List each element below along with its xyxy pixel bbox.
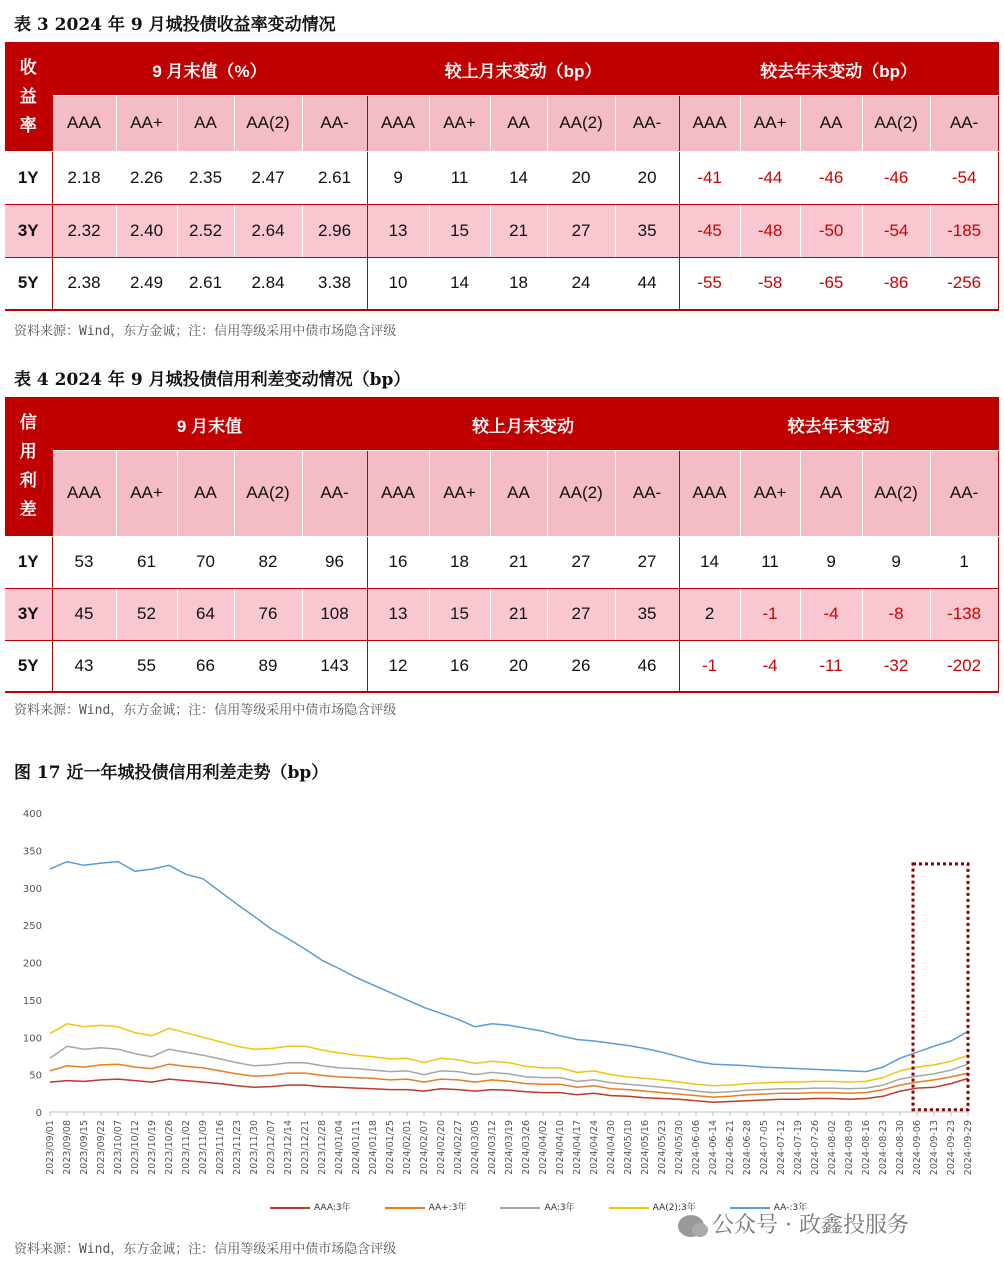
x-tick-label: 2024/02/20 [436,1120,447,1175]
table-cell: 2.18 [52,151,116,204]
legend-label: AA(2):3年 [652,1203,696,1213]
table-cell: 2.49 [116,257,177,310]
x-tick-label: 2023/10/07 [113,1120,124,1175]
corner-label-char: 信 [19,413,37,433]
table-cell: -138 [930,588,998,640]
x-tick-label: 2023/12/07 [266,1120,277,1175]
table-cell: 66 [177,640,234,692]
corner-label-char: 用 [19,442,37,462]
x-tick-label: 2024/04/30 [606,1120,617,1175]
corner-label [5,398,52,536]
table-cell: 2.61 [302,151,367,204]
y-tick-label: 50 [29,1070,42,1082]
table-cell: 16 [367,536,429,588]
table-row [5,588,998,640]
group-header: 较上月末变动 [367,398,679,450]
table-cell: 2.40 [116,204,177,257]
table-cell: 18 [490,257,547,310]
x-tick-label: 2024-09-29 [963,1120,974,1176]
table-cell: -4 [800,588,862,640]
x-tick-label: 2024-08-23 [878,1120,889,1176]
x-tick-label: 2024/03/26 [521,1120,532,1175]
legend-swatch [500,1207,540,1209]
rating-header: AA+ [429,450,490,536]
table-row [5,257,998,310]
rating-header: AA(2) [547,450,615,536]
rating-header: AA+ [740,95,800,151]
table-cell: 143 [302,640,367,692]
corner-label-char: 利 [19,471,37,491]
table-cell: 9 [800,536,862,588]
rating-header: AA+ [116,450,177,536]
table-row [5,151,998,204]
x-tick-label: 2024-09-06 [912,1120,923,1176]
x-tick-label: 2024-06-06 [691,1120,702,1176]
rating-header: AA(2) [234,95,302,151]
table-cell: 61 [116,536,177,588]
table-cell: 108 [302,588,367,640]
x-tick-label: 2024/04/24 [589,1120,600,1175]
x-tick-label: 2024-06-14 [708,1120,719,1176]
x-tick-label: 2023/09/01 [45,1120,56,1175]
watermark [678,1208,909,1239]
x-tick-label: 2024-09-13 [929,1120,940,1176]
table-cell: 2.64 [234,204,302,257]
table4-caption: 表 4 2024 年 9 月城投债信用利差变动情况（bp） [14,370,411,390]
yield-table [5,42,999,311]
table-cell: -65 [800,257,862,310]
table-cell: 14 [679,536,740,588]
group-header: 较去年末变动 [679,398,998,450]
table-cell: 55 [116,640,177,692]
rating-header: AA- [930,95,998,151]
y-tick-label: 300 [22,883,42,895]
x-tick-label: 2024-09-23 [946,1120,957,1176]
series-line [50,862,968,1072]
table-cell: 11 [740,536,800,588]
table-cell: 2.52 [177,204,234,257]
x-tick-label: 2024/02/07 [419,1120,430,1175]
legend-item [385,1200,467,1213]
corner-label-char: 收 [19,57,37,77]
table-cell: 1 [930,536,998,588]
table-cell: -45 [679,204,740,257]
x-tick-label: 2024/05/23 [657,1120,668,1175]
table-cell: 3.38 [302,257,367,310]
table-cell: -54 [862,204,930,257]
y-tick-label: 100 [22,1033,42,1045]
x-tick-label: 2023/11/16 [215,1120,226,1175]
x-tick-label: 2023/10/12 [130,1120,141,1175]
tenor-label: 3Y [5,204,52,257]
rating-header: AAA [679,450,740,536]
table-cell: -50 [800,204,862,257]
table-cell: -185 [930,204,998,257]
x-tick-label: 2024-06-28 [742,1120,753,1176]
table-cell: -86 [862,257,930,310]
table-cell: 14 [490,151,547,204]
x-tick-label: 2024-08-16 [861,1120,872,1176]
table-cell: 13 [367,204,429,257]
x-tick-label: 2024/01/04 [334,1120,345,1175]
x-tick-label: 2023/09/08 [62,1120,73,1175]
legend-item [500,1200,574,1213]
table-cell: 20 [615,151,679,204]
x-tick-label: 2024-07-19 [793,1120,804,1176]
table-cell: 53 [52,536,116,588]
table-cell: 27 [547,588,615,640]
x-tick-label: 2024-07-12 [776,1120,787,1176]
rating-header: AA [490,450,547,536]
legend-label: AAA:3年 [314,1203,351,1213]
table-cell: 2.32 [52,204,116,257]
rating-header: AA(2) [862,95,930,151]
table-cell: -46 [862,151,930,204]
figure17-source: 资料来源：Wind，东方金诚；注：信用等级采用中债市场隐含评级 [14,1242,397,1257]
tenor-label: 5Y [5,257,52,310]
table-cell: -4 [740,640,800,692]
table-cell: 45 [52,588,116,640]
table-cell: 35 [615,588,679,640]
rating-header: AA+ [740,450,800,536]
table-cell: 20 [490,640,547,692]
table-cell: 27 [547,536,615,588]
group-header: 9 月末值（%） [52,43,367,95]
group-header: 9 月末值 [52,398,367,450]
table-cell: 9 [367,151,429,204]
table-cell: -48 [740,204,800,257]
table-cell: 44 [615,257,679,310]
x-tick-label: 2024/03/12 [487,1120,498,1175]
corner-label-char: 率 [19,115,37,135]
spread-trend-chart [0,795,1004,1235]
rating-header: AA+ [429,95,490,151]
legend-swatch [609,1207,649,1209]
x-tick-label: 2024/01/18 [368,1120,379,1175]
table-cell: -32 [862,640,930,692]
x-tick-label: 2023/12/28 [317,1120,328,1175]
x-tick-label: 2024/01/11 [351,1120,362,1175]
y-tick-label: 250 [22,921,42,933]
table-cell: 43 [52,640,116,692]
table-cell: 64 [177,588,234,640]
x-tick-label: 2024/05/16 [640,1120,651,1175]
legend-label: AA-:3年 [773,1203,808,1213]
table-cell: -8 [862,588,930,640]
x-tick-label: 2024/02/27 [453,1120,464,1175]
rating-header: AA [490,95,547,151]
x-tick-label: 2024-06-21 [725,1120,736,1176]
table-cell: 26 [547,640,615,692]
rating-header: AA- [930,450,998,536]
table-cell: 11 [429,151,490,204]
rating-header: AA [800,95,862,151]
x-tick-label: 2023/11/02 [181,1120,192,1175]
rating-header: AA(2) [234,450,302,536]
table-cell: 2.38 [52,257,116,310]
x-tick-label: 2024/03/19 [504,1120,515,1175]
x-tick-label: 2024/01/25 [385,1120,396,1175]
table-cell: 2.61 [177,257,234,310]
table-cell: 18 [429,536,490,588]
table-cell: 10 [367,257,429,310]
legend-label: AA+:3年 [428,1203,467,1213]
table-cell: 35 [615,204,679,257]
table-cell: 15 [429,204,490,257]
y-tick-label: 150 [22,995,42,1007]
table-cell: 16 [429,640,490,692]
table-cell: 27 [547,204,615,257]
table-cell: 24 [547,257,615,310]
series-line [50,1024,968,1086]
table-cell: 96 [302,536,367,588]
rating-header: AA- [302,450,367,536]
table3-source: 资料来源：Wind，东方金诚；注：信用等级采用中债市场隐含评级 [14,324,397,339]
tenor-label: 1Y [5,151,52,204]
rating-header: AA- [615,95,679,151]
group-header: 较上月末变动（bp） [367,43,679,95]
rating-header: AAA [52,95,116,151]
legend-swatch [385,1207,425,1209]
table-cell: -54 [930,151,998,204]
y-tick-label: 350 [22,846,42,858]
table-cell: 2 [679,588,740,640]
x-tick-label: 2023/11/23 [232,1120,243,1175]
legend-label: AA:3年 [544,1203,575,1213]
table-cell: -46 [800,151,862,204]
x-tick-label: 2024/03/05 [470,1120,481,1175]
group-header: 较去年末变动（bp） [679,43,998,95]
table-cell: -1 [740,588,800,640]
rating-header: AAA [367,95,429,151]
x-tick-label: 2023/10/19 [147,1120,158,1175]
tenor-label: 1Y [5,536,52,588]
tenor-label: 5Y [5,640,52,692]
x-tick-label: 2023/09/22 [96,1120,107,1175]
rating-header: AA- [302,95,367,151]
table-cell: 27 [615,536,679,588]
legend-swatch [270,1207,310,1209]
x-tick-label: 2024/02/01 [402,1120,413,1175]
y-tick-label: 200 [22,958,42,970]
table-cell: 76 [234,588,302,640]
spread-table [5,397,999,693]
table-cell: -11 [800,640,862,692]
figure17-caption: 图 17 近一年城投债信用利差走势（bp） [14,763,329,783]
table-row [5,536,998,588]
x-tick-label: 2023/12/14 [283,1120,294,1175]
y-tick-label: 400 [22,809,42,820]
table-cell: 9 [862,536,930,588]
table-cell: -41 [679,151,740,204]
rating-header: AA [177,450,234,536]
x-tick-label: 2024-08-02 [827,1120,838,1176]
rating-header: AA+ [116,95,177,151]
x-tick-label: 2024-07-26 [810,1120,821,1176]
wechat-icon [678,1215,704,1237]
table-cell: -44 [740,151,800,204]
table-cell: 21 [490,204,547,257]
table-cell: 2.47 [234,151,302,204]
table-cell: 21 [490,588,547,640]
table-row [5,640,998,692]
table-cell: 89 [234,640,302,692]
x-tick-label: 2024/05/10 [623,1120,634,1175]
x-tick-label: 2024/04/02 [538,1120,549,1175]
corner-label [5,43,52,151]
x-tick-label: 2023/09/15 [79,1120,90,1175]
table-cell: 2.84 [234,257,302,310]
x-tick-label: 2024-07-05 [759,1120,770,1176]
table-row [5,204,998,257]
rating-header: AAA [679,95,740,151]
watermark-text: 公众号 · 政鑫投服务 [712,1213,909,1238]
table-cell: 82 [234,536,302,588]
corner-label-char: 差 [19,500,37,520]
table-cell: 21 [490,536,547,588]
legend-item [270,1200,351,1213]
x-tick-label: 2024/05/30 [674,1120,685,1175]
x-tick-label: 2024-08-30 [895,1120,906,1176]
table4-source: 资料来源：Wind，东方金诚；注：信用等级采用中债市场隐含评级 [14,703,397,718]
table-cell: -1 [679,640,740,692]
x-tick-label: 2024/04/10 [555,1120,566,1175]
table-cell: 2.26 [116,151,177,204]
rating-header: AA- [615,450,679,536]
table-cell: 20 [547,151,615,204]
table-cell: 2.35 [177,151,234,204]
y-tick-label: 0 [35,1108,42,1119]
x-tick-label: 2024/04/17 [572,1120,583,1175]
x-tick-label: 2023/10/26 [164,1120,175,1175]
table-cell: -58 [740,257,800,310]
x-tick-label: 2023/11/30 [249,1120,260,1175]
x-tick-label: 2024-08-09 [844,1120,855,1176]
table-cell: -256 [930,257,998,310]
table-cell: -55 [679,257,740,310]
rating-header: AA [177,95,234,151]
corner-label-char: 益 [19,86,37,106]
table-cell: -202 [930,640,998,692]
rating-header: AA(2) [862,450,930,536]
tenor-label: 3Y [5,588,52,640]
table-cell: 12 [367,640,429,692]
table-cell: 13 [367,588,429,640]
table-cell: 70 [177,536,234,588]
rating-header: AAA [367,450,429,536]
table-cell: 14 [429,257,490,310]
table-cell: 52 [116,588,177,640]
rating-header: AA(2) [547,95,615,151]
x-tick-label: 2023/11/09 [198,1120,209,1175]
table3-caption: 表 3 2024 年 9 月城投债收益率变动情况 [14,15,336,35]
table-cell: 46 [615,640,679,692]
rating-header: AAA [52,450,116,536]
table-cell: 2.96 [302,204,367,257]
table-cell: 15 [429,588,490,640]
x-tick-label: 2023/12/21 [300,1120,311,1175]
rating-header: AA [800,450,862,536]
